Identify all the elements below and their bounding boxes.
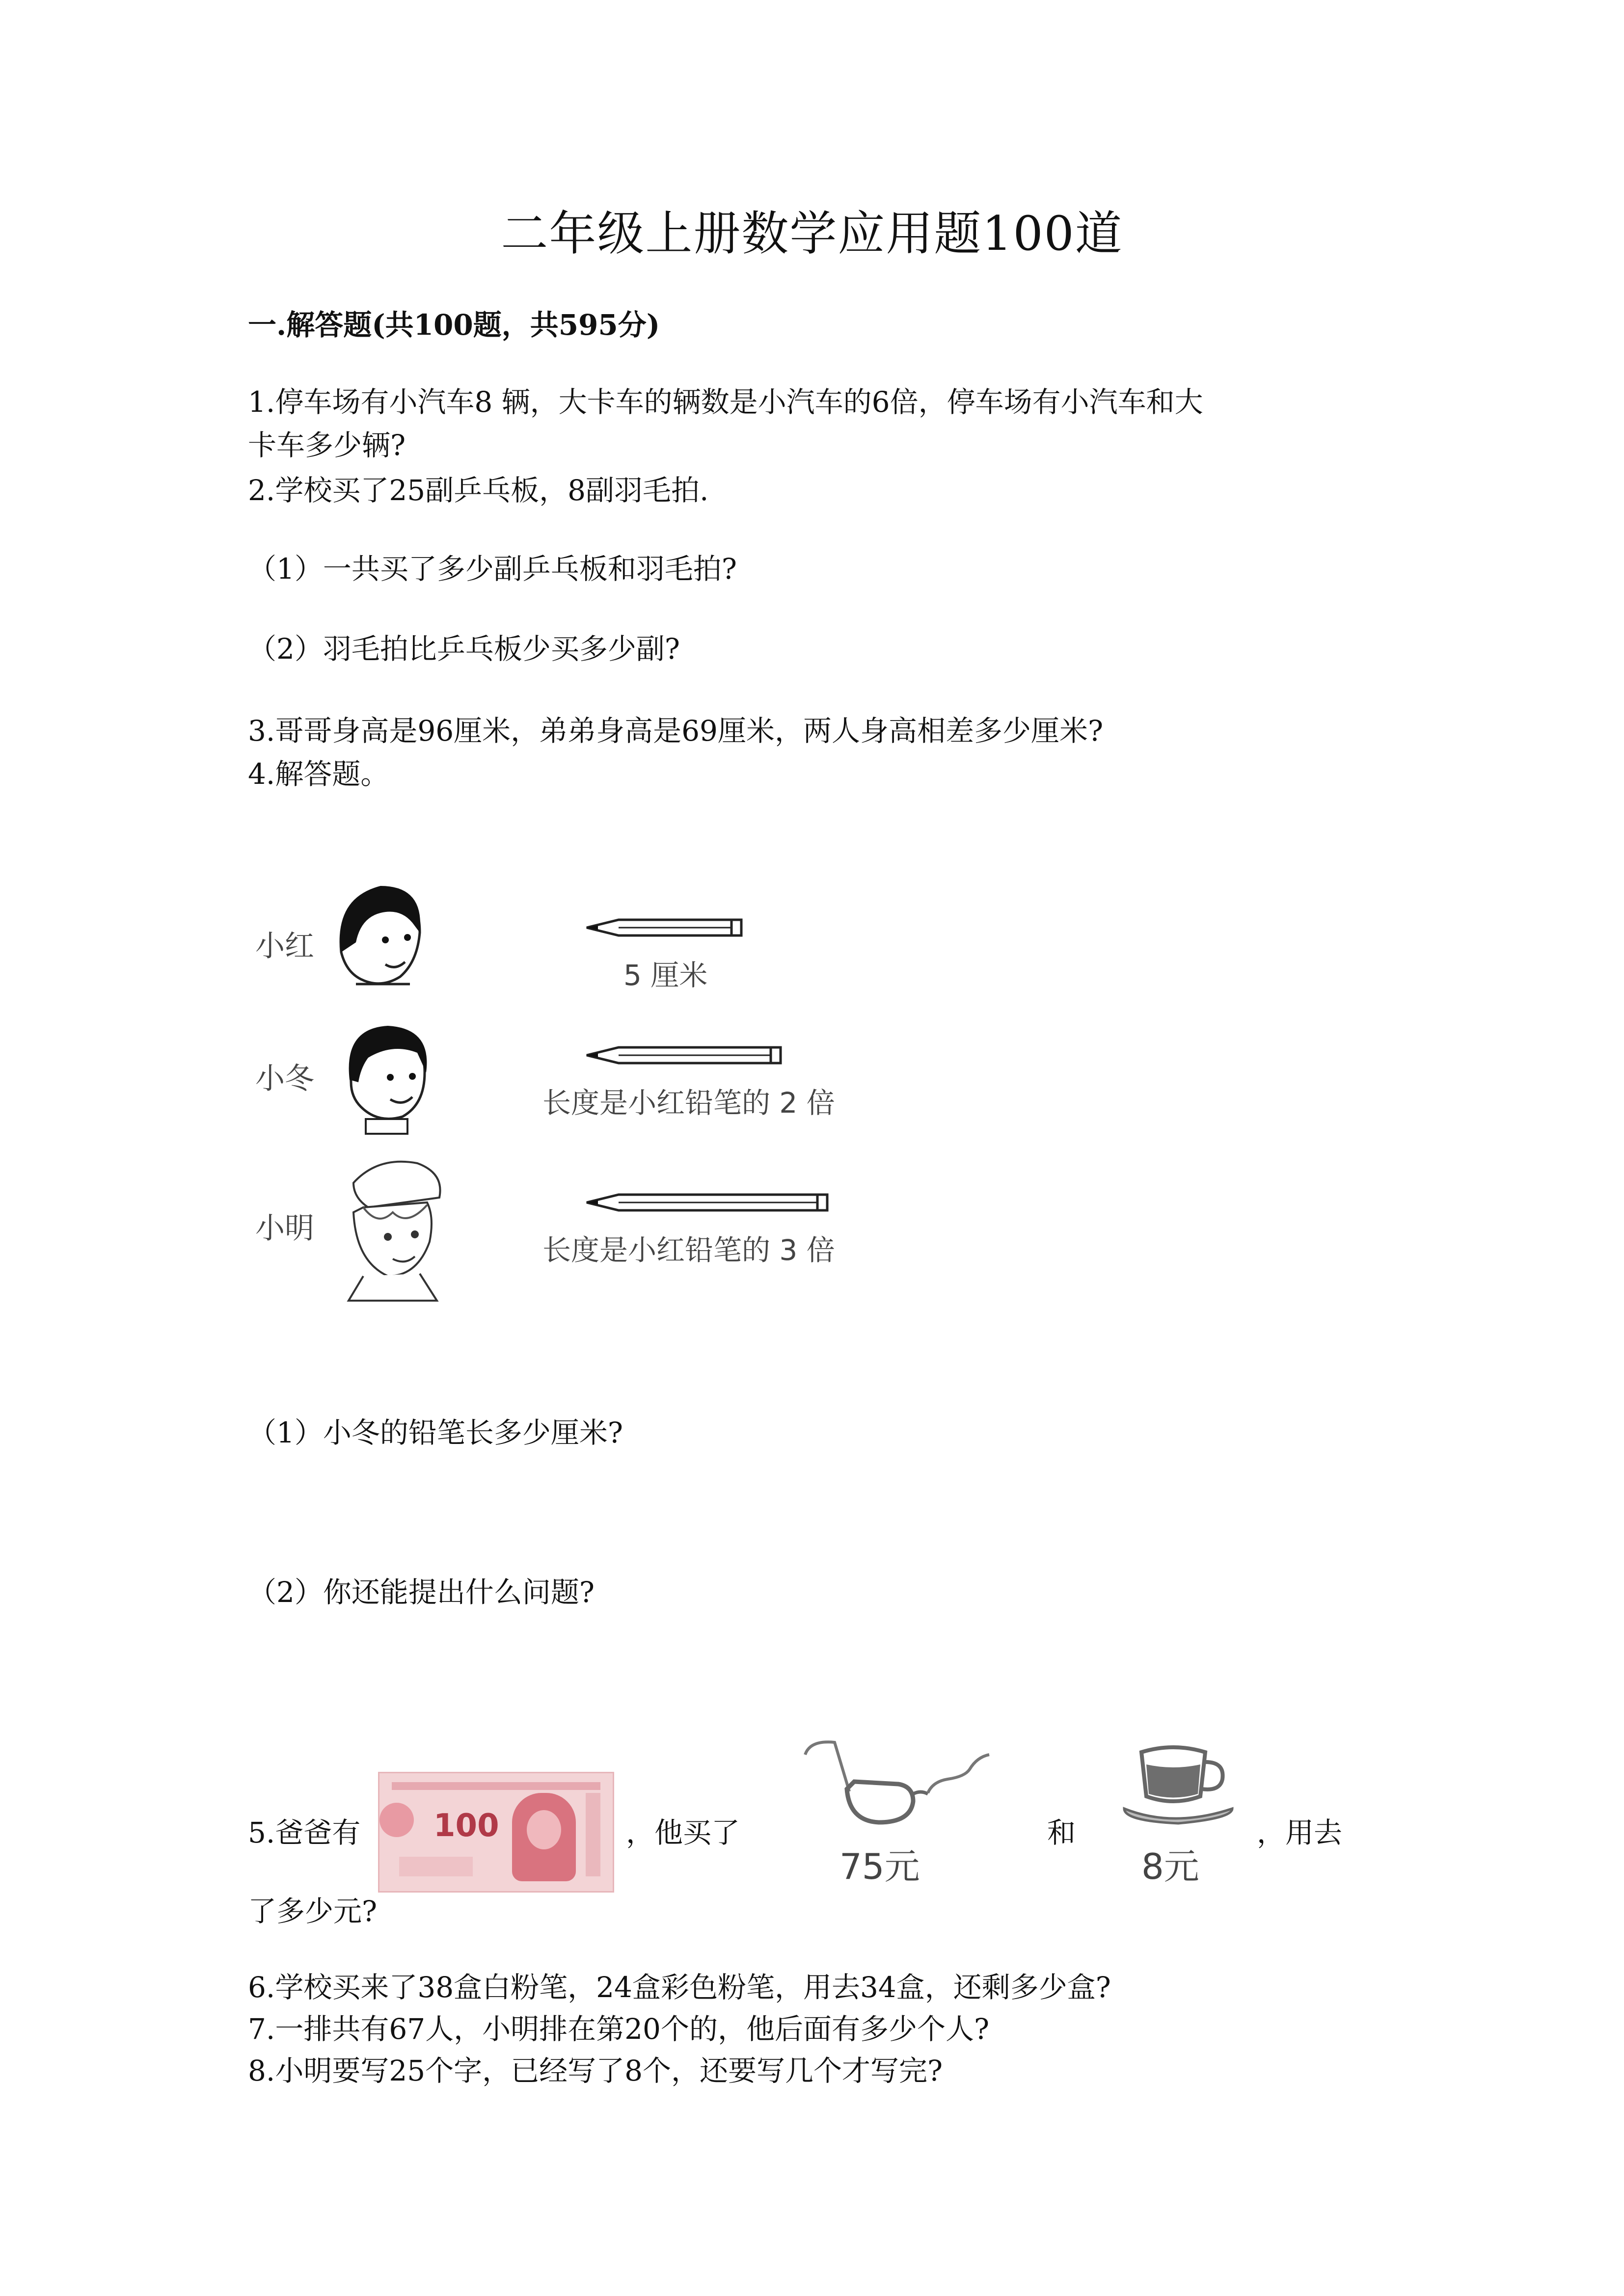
pencil-caption: 长度是小红铅笔的 3 倍 [542, 1233, 835, 1267]
child-face-icon [334, 1153, 447, 1310]
child-name: 小红 [255, 929, 314, 963]
banknote-100-image [378, 1772, 614, 1893]
question-4-sub2: （2）你还能提出什么问题? [248, 1575, 595, 1609]
question-6: 6.学校买来了38盒白粉笔，24盒彩色粉笔，用去34盒，还剩多少盒? [248, 1971, 1111, 2004]
question-2-sub2: （2）羽毛拍比乒乓板少买多少副? [248, 632, 680, 666]
glasses-image [800, 1735, 992, 1843]
question-5-line2: 了多少元? [248, 1895, 378, 1928]
child-face-icon [339, 1018, 432, 1136]
pencil-caption: 长度是小红铅笔的 2 倍 [542, 1086, 835, 1120]
child-name: 小冬 [255, 1062, 314, 1096]
child-face-icon [326, 879, 425, 996]
section-heading: 一.解答题(共100题，共595分) [248, 308, 660, 342]
question-4-sub1: （1）小冬的铅笔长多少厘米? [248, 1416, 623, 1449]
question-8: 8.小明要写25个字，已经写了8个，还要写几个才写完? [248, 2054, 943, 2087]
pencil-icon [584, 1041, 790, 1070]
question-5-suffix: ，用去 [1257, 1816, 1343, 1849]
banknote-value: 100 [433, 1808, 499, 1844]
cup-price: 8元 [1141, 1846, 1199, 1887]
question-7: 7.一排共有67人，小明排在第20个的，他后面有多少个人? [248, 2012, 990, 2046]
pencil-caption: 5 厘米 [623, 959, 708, 992]
question-5-prefix: 5.爸爸有 [248, 1816, 361, 1849]
question-4: 4.解答题。 [248, 757, 389, 791]
child-name: 小明 [255, 1211, 314, 1246]
question-3: 3.哥哥身高是96厘米，弟弟身高是69厘米，两人身高相差多少厘米? [248, 714, 1104, 748]
glasses-price: 75元 [839, 1846, 920, 1887]
pencil-icon [584, 1188, 835, 1217]
question-5-and: 和 [1047, 1816, 1076, 1849]
figure-pencils [253, 879, 940, 1320]
question-1-line1: 1.停车场有小汽车8 辆，大卡车的辆数是小汽车的6倍，停车场有小汽车和大 [248, 385, 1203, 419]
page-title: 二年级上册数学应用题100道 [501, 206, 1123, 261]
question-5-mid: ，他买了 [626, 1816, 740, 1849]
cup-image [1119, 1740, 1237, 1838]
pencil-icon [584, 913, 751, 942]
question-2: 2.学校买了25副乒乓板，8副羽毛拍. [248, 474, 709, 507]
question-1-line2: 卡车多少辆? [248, 428, 406, 462]
question-2-sub1: （1）一共买了多少副乒乓板和羽毛拍? [248, 552, 737, 586]
